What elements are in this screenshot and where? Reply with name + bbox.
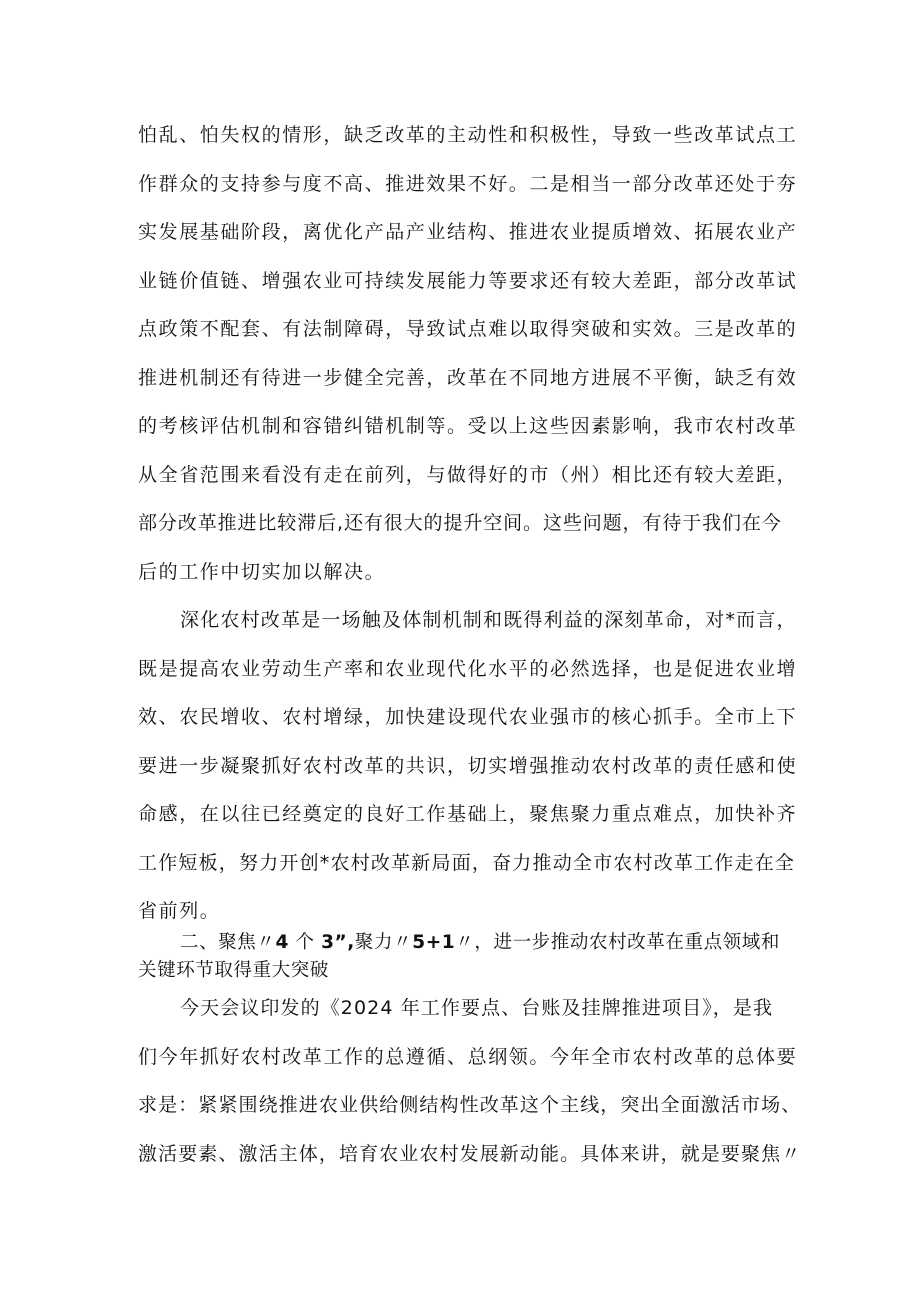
paragraph-1-line-3: 实发展基础阶段，离优化产品产业结构、推进农业提质增效、拓展农业产: [138, 221, 798, 243]
heading-bold-2: 3”,: [321, 932, 355, 953]
paragraph-1-line-4: 业链价值链、增强农业可持续发展能力等要求还有较大差距，部分改革试: [138, 270, 798, 292]
paragraph-1-line-9: 部分改革推进比较滞后,还有很大的提升空间。这些问题，有待于我们在今: [138, 512, 782, 534]
paragraph-2-line-5: 命感，在以往已经奠定的良好工作基础上，聚焦聚力重点难点，加快补齐: [138, 803, 798, 825]
paragraph-3-line-1: 今天会议印发的《2024 年工作要点、台账及挂牌推进项目》，是我: [180, 997, 774, 1019]
paragraph-1-line-8: 从全省范围来看没有走在前列，与做得好的市（州）相比还有较大差距，: [138, 464, 798, 486]
section-heading: [180, 929, 830, 957]
paragraph-2-line-6: 工作短板，努力开创*农村改革新局面，奋力推动全市农村改革工作走在全: [138, 852, 796, 874]
heading-part-4: 〃，进一步推动农村改革在重点领域和: [455, 932, 780, 953]
paragraph-1-line-5: 点政策不配套、有法制障碍，导致试点难以取得突破和实效。三是改革的: [138, 318, 798, 340]
paragraph-3-line-2: 们今年抓好农村改革工作的总遵循、总纲领。今年全市农村改革的总体要: [138, 1046, 798, 1068]
paragraph-2-line-7: 省前列。: [138, 900, 221, 922]
heading-bold-3: 5+1: [412, 932, 456, 953]
paragraph-2-line-2: 既是提高农业劳动生产率和农业现代化水平的必然选择，也是促进农业增: [138, 658, 798, 680]
paragraph-2-line-1: 深化农村改革是一场触及体制机制和既得利益的深刻革命，对*而言，: [180, 609, 797, 631]
heading-part-1: 二、聚焦〃: [180, 932, 276, 953]
paragraph-3-line-4: 激活要素、激活主体，培育农业农村发展新动能。具体来讲，就是要聚焦〃: [138, 1143, 802, 1165]
paragraph-2-line-3: 效、农民增收、农村增绿，加快建设现代农业强市的核心抓手。全市上下: [138, 706, 798, 728]
paragraph-1-line-6: 推进机制还有待进一步健全完善，改革在不同地方进展不平衡，缺乏有效: [138, 367, 798, 389]
paragraph-3-line-3: 求是：紧紧围绕推进农业供给侧结构性改革这个主线，突出全面激活市场、: [138, 1094, 802, 1116]
section-heading-line-2: 关键环节取得重大突破: [138, 960, 330, 981]
heading-part-2: 个: [289, 932, 322, 953]
heading-part-3: 聚力〃: [354, 932, 413, 953]
paragraph-1-line-1: 怕乱、怕失权的情形，缺乏改革的主动性和积极性，导致一些改革试点工: [138, 124, 798, 146]
paragraph-1-line-2: 作群众的支持参与度不高、推进效果不好。二是相当一部分改革还处于夯: [138, 173, 798, 195]
paragraph-1-line-10: 后的工作中切实加以解决。: [138, 561, 386, 583]
heading-bold-1: 4: [275, 932, 289, 953]
paragraph-2-line-4: 要进一步凝聚抓好农村改革的共识，切实增强推动农村改革的责任感和使: [138, 755, 798, 777]
paragraph-1-line-7: 的考核评估机制和容错纠错机制等。受以上这些因素影响，我市农村改革: [138, 415, 798, 437]
